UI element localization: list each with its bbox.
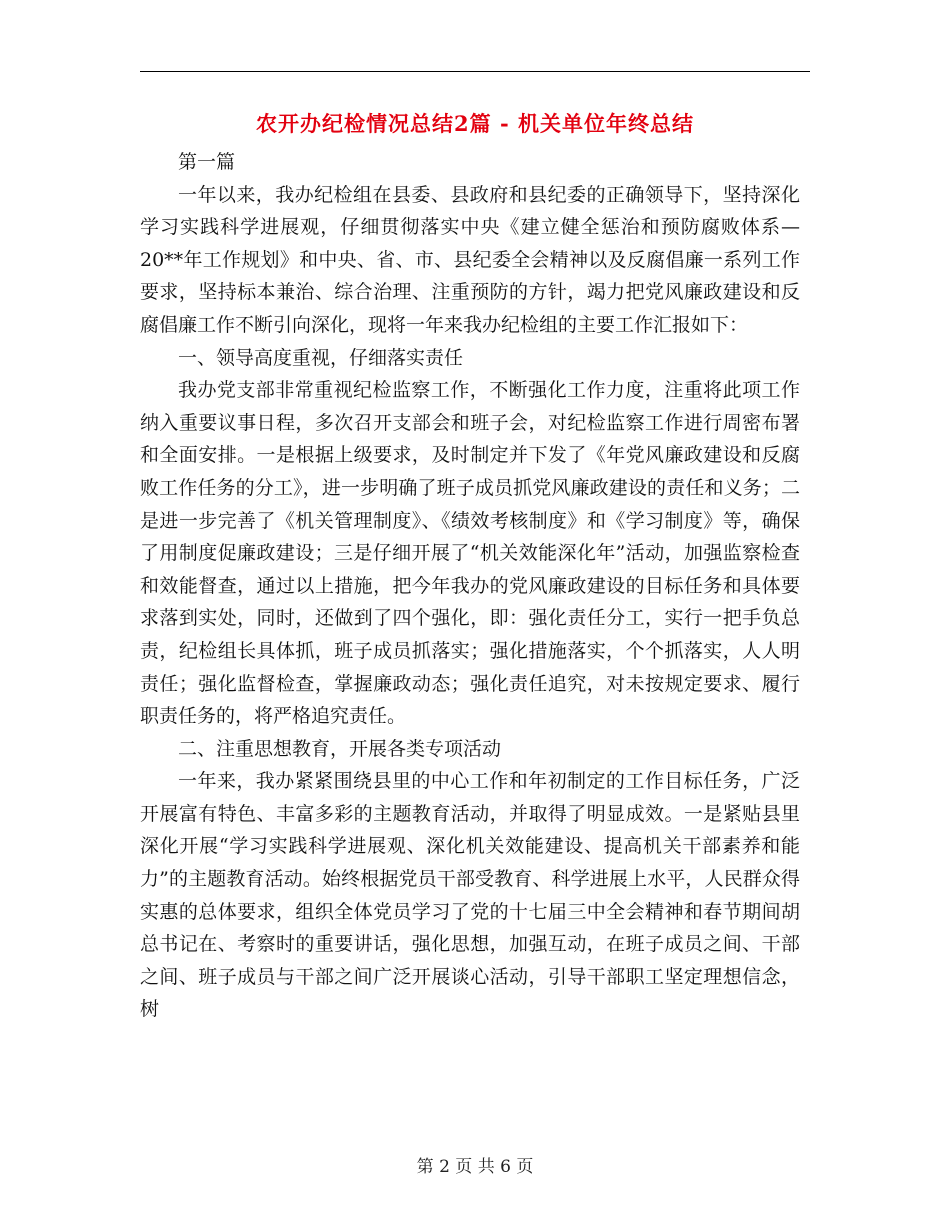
document-body <box>140 146 800 1026</box>
section-heading: 二、注重思想教育，开展各类专项活动 <box>178 737 502 760</box>
document-title: 农开办纪检情况总结2篇 - 机关单位年终总结 <box>256 111 694 136</box>
body-paragraph: 我办党支部非常重视纪检监察工作，不断强化工作力度，注重将此项工作纳入重要议事日程，多次召开支部会和班子会，对纪检监察工作进行周密布署和全面安排。一是根据上级要求，及时制定并下发了《年党风廉政建设和反腐败工作任务的分工》，进一步明确了班子成员抓党风廉政建设的责任和义务；二是进一步完善了《机关管理制度》、《绩效考核制度》和《学习制度》等，确保了用制度促廉政建设；三是仔细开展了“机关效能深化年”活动，加强监察检查和效能督查，通过以上措施，把今年我办的党风廉政建设的目标任务和具体要求落到实处，同时，还做到了四个强化，即：强化责任分工，实行一把手负总责，纪检组长具体抓，班子成员抓落实；强化措施落实，个个抓落实，人人明责任；强化监督检查，掌握廉政动态；强化责任追究，对未按规定要求、履行职责任务的，将严格追究责任。 <box>140 379 800 728</box>
body-paragraph: 一年以来，我办纪检组在县委、县政府和县纪委的正确领导下，坚持深化学习实践科学进展观，仔细贯彻落实中央《建立健全惩治和预防腐败体系—20**年工作规划》和中央、省、市、县纪委全会精神以及反腐倡廉一系列工作要求，坚持标本兼治、综合治理、注重预防的方针，竭力把党风廉政建设和反腐倡廉工作不断引向深化，现将一年来我办纪检组的主要工作汇报如下： <box>140 183 800 336</box>
section-heading: 一、领导高度重视，仔细落实责任 <box>178 346 464 369</box>
section-heading-part-one: 第一篇 <box>178 151 236 173</box>
body-paragraph: 一年来，我办紧紧围绕县里的中心工作和年初制定的工作目标任务，广泛开展富有特色、丰富多彩的主题教育活动，并取得了明显成效。一是紧贴县里深化开展“学习实践科学进展观、深化机关效能建设、提高机关干部素养和能力”的主题教育活动。始终根据党员干部受教育、科学进展上水平，人民群众得实惠的总体要求，组织全体党员学习了党的十七届三中全会精神和春节期间胡总书记在、考察时的重要讲话，强化思想，加强互动，在班子成员之间、干部之间、班子成员与干部之间广泛开展谈心活动，引导干部职工坚定理想信念，树 <box>140 770 800 1021</box>
page-number-footer: 第 2 页 共 6 页 <box>416 1157 534 1177</box>
header-rule <box>140 71 810 72</box>
